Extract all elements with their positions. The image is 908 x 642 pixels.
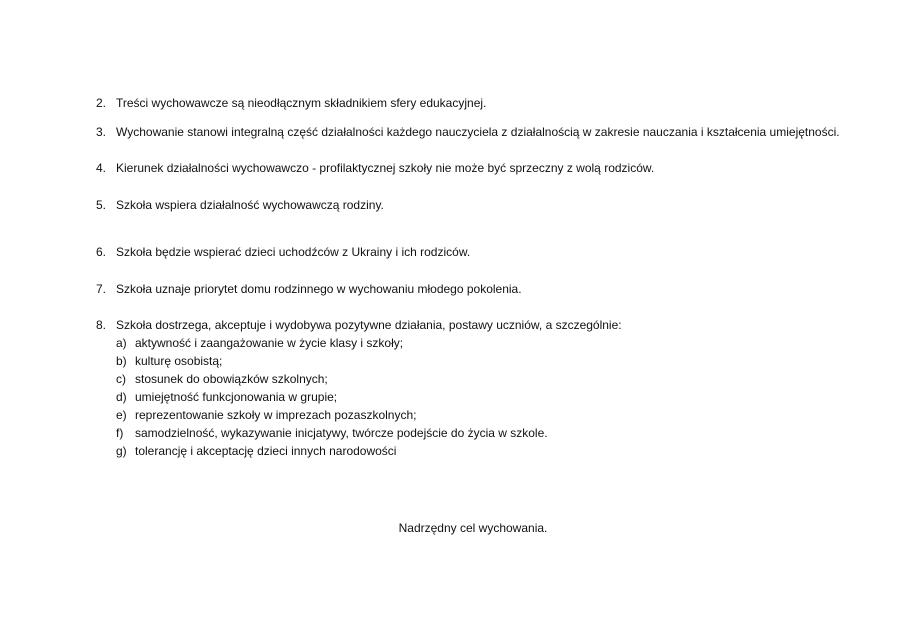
sub-list-item-letter: d) [116,390,127,404]
sub-list-item-text: reprezentowanie szkoły w imprezach pozaszkolnych; [135,408,417,422]
sub-list-item-text: umiejętność funkcjonowania w grupie; [135,390,338,404]
sub-list-item-letter: e) [116,408,127,422]
list-item-text: Szkoła wspiera działalność wychowawczą rodziny. [116,198,384,212]
section-heading: Nadrzędny cel wychowania. [398,521,548,535]
list-item-text: Szkoła dostrzega, akceptuje i wydobywa pozytywne działania, postawy uczniów, a szczególnie: [116,318,622,332]
list-item-number: 5. [96,198,107,212]
sub-list-item-letter: a) [116,336,127,350]
list-item-text: Treści wychowawcze są nieodłącznym składnikiem sfery edukacyjnej. [116,96,487,110]
list-item-number: 4. [96,161,107,175]
list-item-text: Szkoła uznaje priorytet domu rodzinnego w wychowaniu młodego pokolenia. [116,282,522,296]
sub-list-item-text: samodzielność, wykazywanie inicjatywy, twórcze podejście do życia w szkole. [135,426,548,440]
sub-list-item-text: kulturę osobistą; [135,354,223,368]
sub-list-item-letter: g) [116,444,127,458]
list-item-number: 2. [96,96,107,110]
list-item-number: 6. [96,245,107,259]
sub-list-item-text: stosunek do obowiązków szkolnych; [135,372,328,386]
list-item-number: 8. [96,318,107,332]
list-item-text: Szkoła będzie wspierać dzieci uchodźców z Ukrainy i ich rodziców. [116,245,471,259]
sub-list-item-letter: c) [116,372,126,386]
sub-list-item-letter: f) [116,426,124,440]
list-item-number: 7. [96,282,107,296]
list-item-number: 3. [96,125,107,139]
sub-list-item-letter: b) [116,354,127,368]
list-item-text: Wychowanie stanowi integralną część działalności każdego nauczyciela z działalnością w zakresie nauczania i kształcenia umiejętności. [116,125,840,139]
sub-list-item-text: aktywność i zaangażowanie w życie klasy i szkoły; [135,336,404,350]
list-item-text: Kierunek działalności wychowawczo - profilaktycznej szkoły nie może być sprzeczny z wolą rodziców. [116,161,655,175]
sub-list-item-text: tolerancję i akceptację dzieci innych narodowości [135,444,397,458]
